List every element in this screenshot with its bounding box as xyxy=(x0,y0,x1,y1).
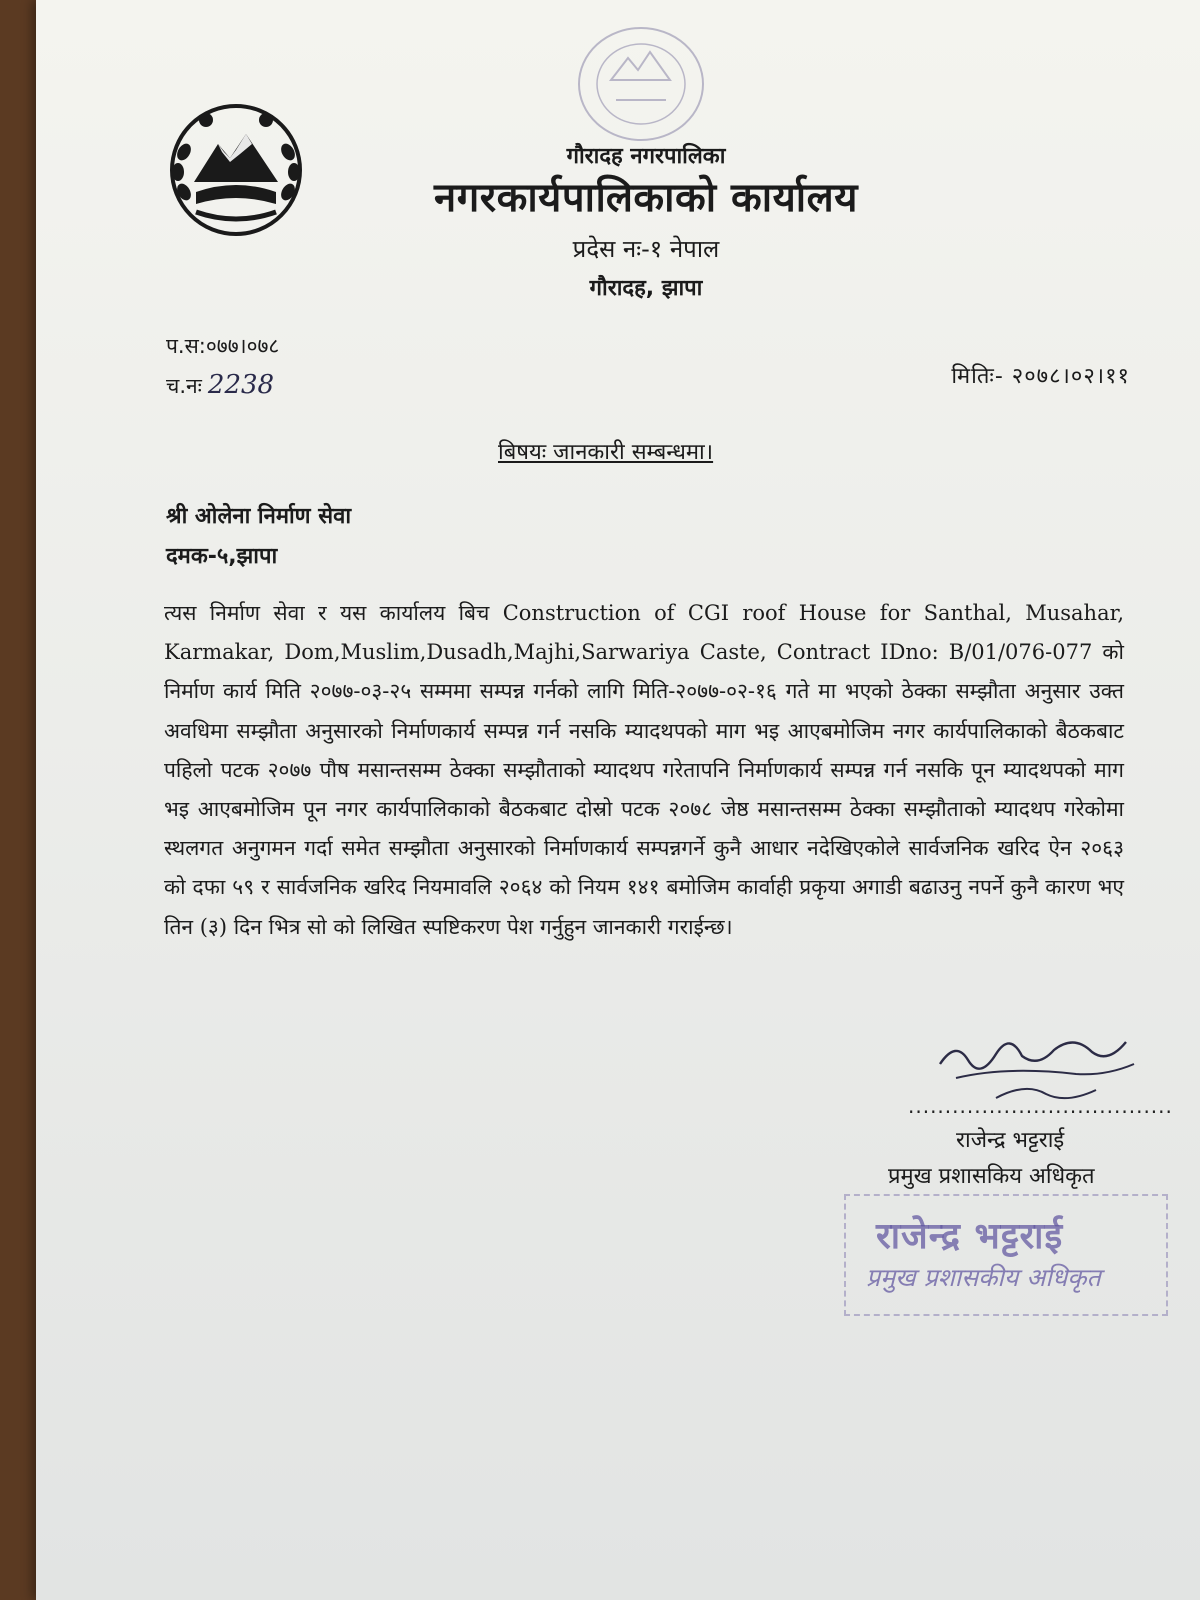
place-line: गौरादह, झापा xyxy=(589,276,703,301)
date-value: २०७८।०२।११ xyxy=(1011,364,1130,389)
stamp-title: प्रमुख प्रशासकीय अधिकृत xyxy=(866,1263,1101,1292)
recipient-name: श्री ओलेना निर्माण सेवा xyxy=(166,504,352,529)
signatory-title: प्रमुख प्रशासकिय अधिकृत xyxy=(888,1164,1095,1189)
recipient-address: दमक-५,झापा xyxy=(166,544,278,569)
reference-cn xyxy=(166,370,274,400)
municipality-name: गौरादह नगरपालिका xyxy=(566,144,726,169)
faded-seal-stamp xyxy=(566,22,716,152)
reference-ps xyxy=(166,332,279,360)
province-line: प्रदेस नः-१ नेपाल xyxy=(572,235,720,263)
letter-body: त्यस निर्माण सेवा र यस कार्यालय बिच Construction of CGI roof House for Santhal, Musahar, Karmakar, Dom,Muslim,Dusadh,Majhi,Sarwariya Caste, Contract IDno: B/01/076-077 को निर्माण कार्य मिति २०७७-०३-२५ सम्ममा सम्पन्न गर्नको लागि मिति-२०७७-०२-१६ गते मा भएको ठेक्का सम्झौता अनुसार उक्त अवधिमा सम्झौता अनुसारको निर्माणकार्य सम्पन्न गर्न नसकि म्यादथपको माग भइ आएबमोजिम नगर कार्यपालिकाको बैठकबाट पहिलो पटक २०७७ पौष मसान्तसम्म ठेक्का सम्झौताको म्यादथप गरेतापनि निर्माणकार्य सम्पन्न गर्न नसकि पून म्यादथपको माग भइ आएबमोजिम पून नगर कार्यपालिकाको बैठकबाट दोस्रो पटक २०७८ जेष्ठ मसान्तसम्म ठेक्का सम्झौताको म्यादथप गरेकोमा स्थलगत अनुगमन गर्दा समेत सम्झौता अनुसारको निर्माणकार्य सम्पन्नगर्ने कुनै आधार नदेखिएकोले सार्वजनिक खरिद ऐन २०६३ को दफा ५९ र सार्वजनिक खरिद नियमावलि २०६४ को नियम १४१ बमोजिम कार्वाही प्रकृया अगाडी बढाउनु नपर्ने कुनै कारण भए तिन (३) दिन भित्र सो को लिखित स्पष्टिकरण पेश गर्नुहुन जानकारी गराईन्छ। xyxy=(164,601,1124,939)
cn-label: च.नः xyxy=(166,374,202,398)
signature-line: .................................... xyxy=(908,1094,1173,1118)
office-title: नगरकार्यपालिकाको कार्यालय xyxy=(434,175,858,221)
ps-label: प.स: xyxy=(166,334,206,358)
letter-page xyxy=(36,0,1200,1600)
cn-handwritten-number: 2238 xyxy=(207,370,275,400)
letter-date xyxy=(951,360,1130,390)
nepal-emblem-logo xyxy=(166,100,306,240)
signatory-name: राजेन्द्र भट्टराई xyxy=(956,1128,1065,1153)
ps-value: ०७७।०७८ xyxy=(205,334,280,358)
date-label: मितिः- xyxy=(951,364,1004,389)
stamp-name: राजेन्द्र भट्टराई xyxy=(876,1216,1064,1257)
subject-line: बिषयः जानकारी सम्बन्धमा। xyxy=(498,440,714,465)
